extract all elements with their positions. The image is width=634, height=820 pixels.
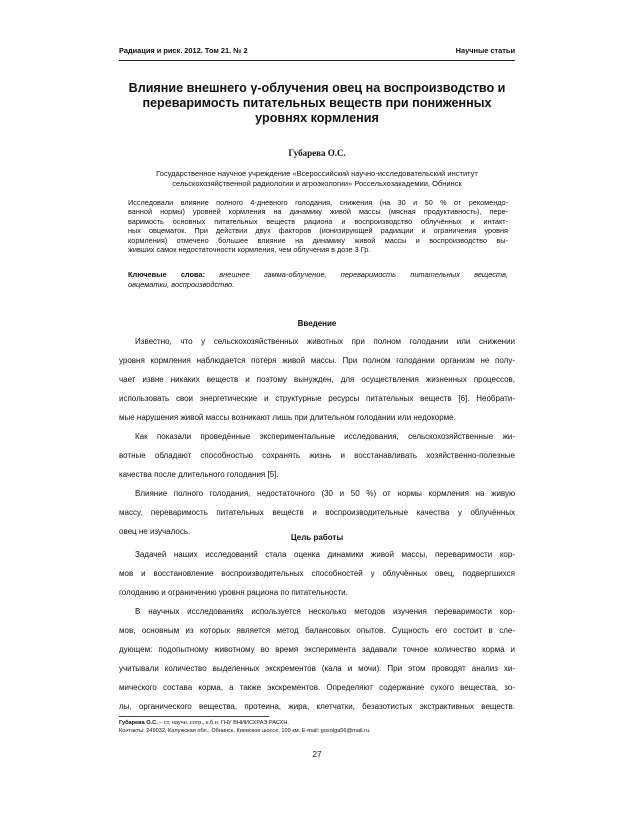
paragraph-line: мического состава корма, а также экскрементов. Определяют содержание сухого вещества, зо- bbox=[119, 683, 515, 692]
paragraph-line: мые нарушения живой массы возникают лишь при длительном голодании или недокорме. bbox=[119, 413, 456, 422]
footnote-author-info: – ст. научн. сотр., к.б.н. ГНУ ВНИИСХРАЭ РАСХН. bbox=[157, 720, 289, 726]
paragraph-line: качества после длительного голодания [5]. bbox=[119, 470, 279, 479]
footnote-author-name: Губарева О.С. bbox=[119, 720, 158, 726]
keywords bbox=[128, 270, 508, 289]
paragraph-line: овец не изучалось. bbox=[119, 527, 191, 536]
footnote-author-line bbox=[119, 720, 515, 728]
title-line: Влияние внешнего γ-облучения овец на воспроизводство и bbox=[128, 81, 506, 95]
abstract-line: живших самок недостаточности кормления, чем облучения в дозе 3 Гр. bbox=[128, 245, 371, 255]
abstract-line: варимость основных питательных веществ рациона и воспроизводство облучённых и интакт- bbox=[128, 216, 508, 226]
paragraph-line: мов, основным из которых является метод балансовых опытов. Сущность его состоит в сле- bbox=[119, 626, 515, 635]
page-number: 27 bbox=[312, 749, 322, 759]
keywords-line bbox=[128, 270, 508, 280]
title-line: переваримость питательных веществ при пониженных bbox=[142, 96, 492, 110]
footnote-contacts: Контакты: 249032, Калужская обл., Обнинск, Киевское шоссе, 109 км. E-mail: gosolga56@mail.ru. bbox=[119, 727, 371, 734]
affiliation bbox=[119, 169, 515, 189]
paragraph-line: лы, органического вещества, протеина, жира, клетчатки, безазотистых экстрактивных веществ. bbox=[119, 702, 515, 711]
abstract bbox=[128, 198, 508, 254]
keywords-text: внешнее гамма-облучение, переваримость питательных веществ, bbox=[219, 270, 508, 279]
paragraph-line: чает извне никаких веществ и поэтому вынужден, для осуществления жизненных процессов, bbox=[119, 375, 515, 384]
abstract-line: ванной нормы) уровней кормления на динамику живой массы (мясная продуктивность), пере- bbox=[128, 207, 508, 217]
keywords-label: Ключевые слова: bbox=[128, 270, 206, 279]
paragraph-line: вотные обладают способностью сохранять жизнь и восстанавливать хозяйственно-полезные bbox=[119, 451, 515, 460]
section-heading-aim: Цель работы bbox=[290, 533, 344, 542]
paragraph-line: голоданию и ограничению уровня рациона по питательности. bbox=[119, 588, 348, 597]
footnote bbox=[119, 720, 515, 735]
paragraph-line: учитывали количество выделенных экскрементов (кала и мочи). При этом проводят анализ хи- bbox=[119, 664, 515, 673]
paragraph-line: массу, переваримость питательных веществ и воспроизводительные качества у облучённых bbox=[119, 508, 515, 517]
section-heading-intro: Введение bbox=[297, 319, 337, 328]
journal-citation: Радиация и риск. 2012. Том 21. № 2 bbox=[119, 46, 248, 55]
title-line: уровнях кормления bbox=[255, 111, 379, 125]
section-label: Научные статьи bbox=[455, 46, 515, 55]
header-divider bbox=[119, 60, 515, 61]
paragraph-line: дующем: подопытному животному во время эксперимента задавали точное количество корма и bbox=[119, 645, 515, 654]
paragraph-line: уровня кормления наблюдается потеря живой массы. При полном голодании организм не полу- bbox=[119, 356, 515, 365]
affiliation-line: сельскохозяйственной радиологии и агроэкологии» Россельхозакадемии, Обнинск bbox=[172, 179, 462, 188]
paragraph-line: Задачей наших исследований стала оценка динамики живой массы, переваримости кор- bbox=[135, 550, 515, 559]
keywords-line: овцематки, воспроизводство. bbox=[128, 279, 235, 289]
paragraph-line: Влияние полного голодания, недостаточного (30 и 50 %) от нормы кормления на живую bbox=[135, 489, 515, 498]
paragraph-line: Известно, что у сельскохозяйственных животных при полном голодании или снижении bbox=[135, 337, 515, 346]
affiliation-line: Государственное научное учреждение «Всероссийский научно-исследовательский институт bbox=[156, 169, 478, 178]
paragraph-line: В научных исследованиях используется несколько методов изучения переваримости кор- bbox=[135, 607, 515, 616]
running-header bbox=[119, 46, 515, 60]
abstract-line: Исследовали влияние полного 4-дневного голодания, снижения (на 30 и 50 % от рекомендо- bbox=[128, 198, 508, 207]
paragraph-line: Как показали проведённые экспериментальные исследования, сельскохозяйственные жи- bbox=[135, 432, 515, 441]
abstract-line: кормления) отмечено большее влияние на динамику живой массы и воспроизводство вы- bbox=[128, 235, 508, 245]
paragraph-line: мов и восстановление воспроизводительных способностей у облучённых овец, подвергшихся bbox=[119, 569, 515, 578]
article-title bbox=[119, 81, 515, 126]
abstract-line: ных овцематок. При действии двух факторов (ионизирующей радиации и ограничения уровня bbox=[128, 226, 508, 236]
footnote-divider bbox=[119, 716, 269, 717]
paragraph-line: использовать свои энергетические и структурные ресурсы питательных веществ [6]. Необрати- bbox=[119, 394, 515, 403]
author: Губарева О.С. bbox=[288, 148, 346, 158]
